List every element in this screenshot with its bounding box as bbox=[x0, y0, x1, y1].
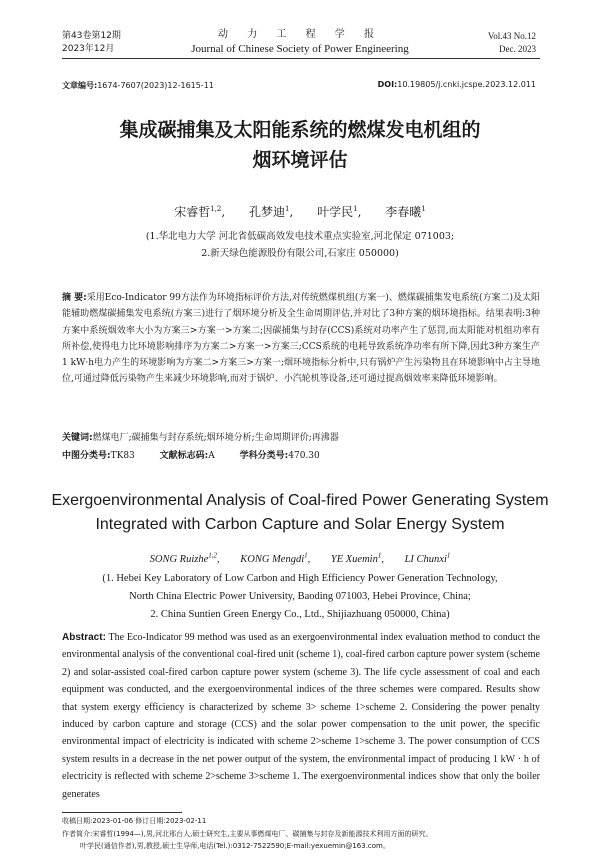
keywords-cn bbox=[62, 431, 540, 446]
volume-cn: 第43卷第12期 bbox=[62, 31, 121, 41]
author-en-2: KONG Mengdi$^1$, bbox=[240, 551, 311, 565]
article-number bbox=[62, 80, 214, 91]
doi bbox=[378, 80, 536, 89]
keywords-cn-label: 关键词: bbox=[62, 433, 93, 443]
article-number-value: 1674-7607(2023)12-1615-11 bbox=[97, 81, 214, 90]
doi-label: DOI: bbox=[377, 80, 398, 89]
title-en-line1: Exergoenvironmental Analysis of Coal-fired Power Generating System bbox=[51, 492, 549, 509]
affiliation-en-line1: (1. Hebei Key Laboratory of Low Carbon and High Efficiency Power Generation Technology, bbox=[102, 573, 498, 584]
abstract-cn bbox=[62, 290, 540, 388]
journal-name-en: Journal of Chinese Society of Power Engineering bbox=[191, 43, 409, 55]
article-number-label: 文章编号: bbox=[62, 81, 98, 90]
affiliations-cn bbox=[0, 228, 600, 262]
doi-value: 10.19805/j.cnki.jcspe.2023.12.011 bbox=[397, 80, 536, 89]
abstract-en bbox=[62, 629, 540, 803]
authors-en bbox=[0, 551, 600, 565]
author-cn-1: 宋睿哲$^{1,2}$, bbox=[174, 205, 226, 219]
author-cn-3: 叶学民$^1$, bbox=[317, 205, 362, 219]
author-cn-4: 李春曦$^1$ bbox=[385, 205, 426, 219]
affiliations-en bbox=[0, 570, 600, 624]
header-rule bbox=[62, 58, 540, 59]
journal-name-cn: 动 力 工 程 学 报 bbox=[218, 29, 382, 40]
abstract-en-label: Abstract: bbox=[62, 632, 106, 643]
footnote-received: 收稿日期:2023-01-06 修订日期:2023-02-11 bbox=[62, 817, 207, 825]
affiliation-cn-line2: 2.新天绿色能源股份有限公司,石家庄 050000) bbox=[201, 248, 399, 259]
abstract-cn-label: 摘 要: bbox=[62, 293, 87, 303]
date-en: Dec. 2023 bbox=[499, 44, 536, 54]
keywords-cn-text: 燃煤电厂;碳捕集与封存系统;烟环境分析;生命周期评价;再沸器 bbox=[92, 433, 339, 443]
affiliation-en-line3: 2. China Suntien Green Energy Co., Ltd., Shijiazhuang 050000, China) bbox=[150, 609, 450, 620]
header-right bbox=[488, 30, 536, 56]
affiliation-en-line2: North China Electric Power University, Baoding 071003, Hebei Province, China; bbox=[129, 591, 471, 602]
footnote-author-info: 作者简介:宋睿哲(1994—),男,河北邢台人,硕士研究生,主要从事燃煤电厂、碳捕集与封存及新能源技术利用方面的研究。 bbox=[62, 829, 433, 838]
title-cn-line1: 集成碳捕集及太阳能系统的燃煤发电机组的 bbox=[119, 119, 481, 141]
author-cn-2: 孔梦迪$^1$, bbox=[249, 205, 294, 219]
authors-cn bbox=[0, 203, 600, 220]
footnote bbox=[62, 815, 540, 853]
date-cn: 2023年12月 bbox=[62, 44, 115, 54]
volume-en: Vol.43 No.12 bbox=[487, 31, 536, 41]
abstract-cn-text: 采用Eco-Indicator 99方法作为环境指标评价方法,对传统燃煤机组(方案一)、燃煤碳捕集发电系统(方案二)及太阳能辅助燃煤碳捕集发电系统(方案三)进行了烟环境分析及全生命周期评估,并对比了3种方案的烟环境指标。结果表明:3种方案中系统烟效率大小为方案三>方案一>方案二;因碳捕集与封存(CCS)系统对功率产生了惩罚,而太阳能对机组功率有所补偿,使得电力比环境影响排序为方案二>方案一>方案三;CCS系统的电耗导致系统净功率有所下降,因此3种方案生产1 kW·h电力产生的环境影响为方案二>方案三>方案一;烟环境指标分析中,只有锅炉产生污染物且在环境影响中占主导地位,可通过降低污染物产生来减少环境影响,而对于锅炉、小汽轮机等设备,还可通过提高烟效率来降低环境影响。 bbox=[62, 293, 540, 385]
subject-code: 学科分类号:470.30 bbox=[239, 451, 320, 461]
author-en-3: YE Xuemin$^1$, bbox=[330, 551, 384, 565]
title-en-line2: Integrated with Carbon Capture and Solar Energy System bbox=[95, 516, 505, 533]
affiliation-cn-line1: (1.华北电力大学 河北省低碳高效发电技术重点实验室,河北保定 071003; bbox=[145, 231, 455, 242]
title-cn-line2: 烟环境评估 bbox=[252, 149, 348, 171]
classification bbox=[62, 448, 342, 461]
author-en-4: LI Chunxi$^1$ bbox=[404, 551, 451, 565]
title-cn bbox=[0, 115, 600, 175]
clc-code: 中图分类号:TK83 bbox=[62, 451, 135, 461]
title-en bbox=[0, 489, 600, 537]
footnote-corresponding: 叶学民(通信作者),男,教授,硕士生导师,电话(Tel.):0312-7522590;E-mail:yexuemin@163.com。 bbox=[80, 842, 390, 850]
author-en-1: SONG Ruizhe$^{1,2}$, bbox=[149, 551, 220, 565]
footnote-rule bbox=[62, 812, 182, 813]
document-code: 文献标志码:A bbox=[159, 451, 215, 461]
abstract-en-text: The Eco-Indicator 99 method was used as an exergoenvironmental index evaluation method to conduct the environmental analysis of the conventional coal-fired unit (scheme 1), coal-fired carbon capture power system (scheme 2) and solar-assisted coal-fired carbon capture power system (scheme 3). The life cycle assessment of coal and each equipment was conducted, and the exergoenvironmental indices of the three schemes were compared. Results show that system exergy efficiency is characterized by scheme 3> scheme 1>scheme 2. Considering the power penalty induced by carbon capture and storage (CCS) and the solar power compensation to the unit power, the specific environmental impact of electricity is indicated with scheme 2>scheme 1>scheme 3. The power consumption of CCS system results in a decrease in the net power output of the system, the environmental impact of producing 1 kW · h of electricity is reflected with scheme 2>scheme 3>scheme 1. The exergoenvironmental indices show that only the boiler generates bbox=[62, 632, 540, 800]
